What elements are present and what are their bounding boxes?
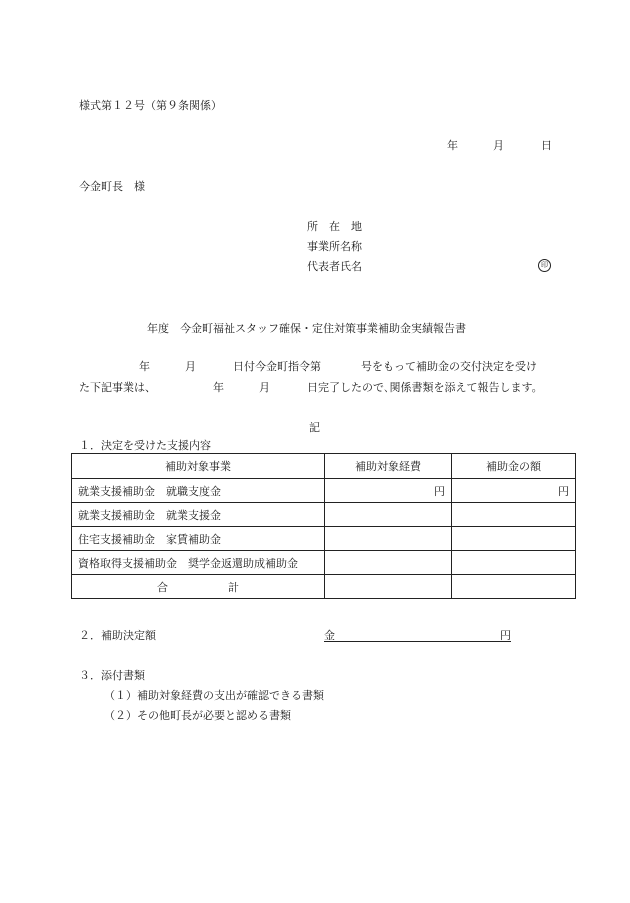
support-table	[71, 453, 576, 599]
body-l2-a: た下記事業は、	[79, 381, 156, 394]
header-amount: 補助金の額	[452, 454, 576, 479]
project-cell: 住宅支援補助金 家賃補助金	[72, 527, 325, 551]
body-l1-b: 号をもって補助金の交付決定を受け	[361, 360, 537, 373]
expense-cell	[325, 527, 452, 551]
table-row	[72, 503, 576, 527]
decision-amount-line	[324, 627, 511, 642]
date-month: 月	[493, 139, 504, 152]
project-cell: 就業支援補助金 就職支度金	[72, 479, 325, 503]
header-expense: 補助対象経費	[325, 454, 452, 479]
address-label: 所 在 地	[307, 220, 362, 233]
table-row	[72, 527, 576, 551]
amount-cell	[452, 527, 576, 551]
total-label-a: 合	[157, 580, 168, 594]
table-header-row	[72, 454, 576, 479]
total-label	[72, 575, 325, 599]
expense-cell: 円	[325, 479, 452, 503]
section1-heading: １．決定を受けた支援内容	[79, 439, 211, 452]
section2-heading: ２．補助決定額	[79, 629, 156, 642]
total-expense-cell	[325, 575, 452, 599]
attachment-item: （１）補助対象経費の支出が確認できる書類	[104, 689, 324, 702]
amount-cell	[452, 503, 576, 527]
report-title: 年度 今金町福祉スタッフ確保・定住対策事業補助金実績報告書	[147, 322, 466, 335]
expense-cell	[325, 551, 452, 575]
date-year: 年	[447, 139, 458, 152]
body-l2-month: 月	[259, 381, 270, 394]
amount-cell: 円	[452, 479, 576, 503]
attachment-item: （２）その他町長が必要と認める書類	[104, 709, 291, 722]
body-l2-year: 年	[213, 381, 224, 394]
amount-cell	[452, 551, 576, 575]
total-label-b: 計	[228, 580, 239, 594]
table-row	[72, 551, 576, 575]
expense-cell	[325, 503, 452, 527]
amount-yen: 円	[500, 629, 511, 642]
body-l2-b: 日完了したので､関係書類を添えて報告します。	[307, 381, 543, 394]
body-l1-year: 年	[139, 360, 150, 373]
body-l1-month: 月	[185, 360, 196, 373]
table-total-row	[72, 575, 576, 599]
amount-kin: 金	[324, 629, 335, 642]
addressee: 今金町長 様	[79, 180, 145, 193]
date-day: 日	[541, 139, 552, 152]
header-project: 補助対象事業	[72, 454, 325, 479]
total-amount-cell	[452, 575, 576, 599]
project-cell: 就業支援補助金 就業支援金	[72, 503, 325, 527]
form-number: 様式第１２号（第９条関係）	[79, 99, 222, 112]
project-cell: 資格取得支援補助金 奨学金返還助成補助金	[72, 551, 325, 575]
section3-heading: ３．添付書類	[79, 669, 145, 682]
ki-heading: 記	[309, 421, 320, 434]
representative-label: 代表者氏名	[307, 260, 362, 273]
body-l1-a: 日付今金町指令第	[233, 360, 321, 373]
seal-icon: 印	[538, 259, 551, 272]
table-row	[72, 479, 576, 503]
office-name-label: 事業所名称	[307, 240, 362, 253]
